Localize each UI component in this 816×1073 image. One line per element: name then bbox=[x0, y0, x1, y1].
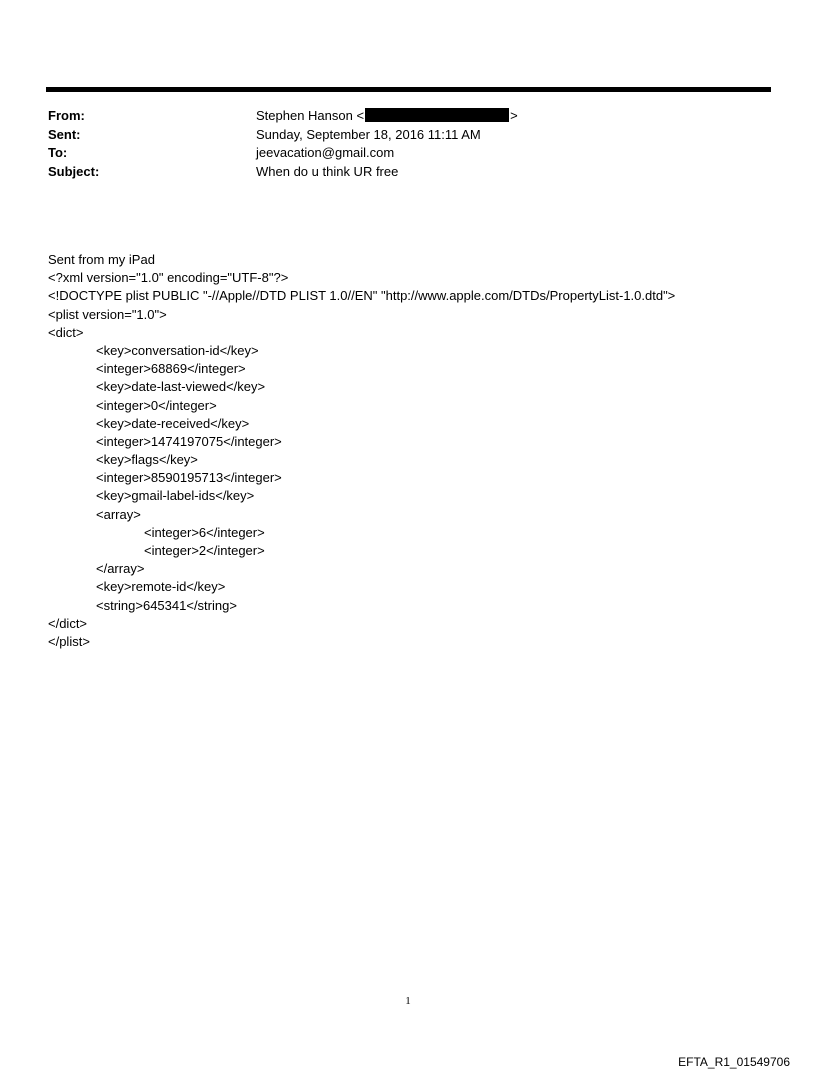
plist-line: <key>date-received</key> bbox=[96, 415, 250, 431]
sent-row bbox=[48, 126, 768, 145]
plist-line: <plist version="1.0"> bbox=[48, 306, 167, 322]
plist-line: <integer>2</integer> bbox=[144, 543, 265, 558]
plist-line: <!DOCTYPE plist PUBLIC "-//Apple//DTD PLIST 1.0//EN" "http://www.apple.com/DTDs/PropertyList-1.0.dtd"> bbox=[48, 288, 676, 304]
subject-value: When do u think UR free bbox=[256, 163, 399, 179]
plist-line: <integer>8590195713</integer> bbox=[96, 470, 282, 486]
from-row bbox=[48, 107, 768, 126]
subject-row bbox=[48, 163, 768, 182]
sent-value: Sunday, September 18, 2016 11:11 AM bbox=[256, 126, 481, 142]
plist-line: <integer>68869</integer> bbox=[96, 361, 246, 377]
to-row bbox=[48, 144, 768, 163]
sent-label: Sent: bbox=[48, 126, 81, 142]
plist-line: <integer>6</integer> bbox=[144, 524, 265, 540]
to-label: To: bbox=[48, 145, 68, 160]
plist-line: <integer>0</integer> bbox=[96, 397, 217, 413]
plist-line: </plist> bbox=[48, 633, 90, 649]
from-label: From: bbox=[48, 108, 85, 123]
sender-name: Stephen Hanson < bbox=[256, 108, 365, 123]
email-body bbox=[48, 251, 788, 651]
plist-line: <?xml version="1.0" encoding="UTF-8"?> bbox=[48, 270, 289, 286]
redaction-box bbox=[365, 108, 509, 122]
plist-line: <key>remote-id</key> bbox=[96, 579, 226, 595]
plist-line: <key>date-last-viewed</key> bbox=[96, 379, 266, 395]
header-rule bbox=[46, 87, 771, 92]
plist-line: <dict> bbox=[48, 324, 84, 340]
plist-line: </dict> bbox=[48, 615, 88, 631]
page-number: 1 bbox=[405, 995, 411, 1007]
to-value: jeevacation@gmail.com bbox=[256, 145, 395, 160]
plist-line: <key>flags</key> bbox=[96, 452, 198, 468]
plist-line: <integer>1474197075</integer> bbox=[96, 433, 282, 449]
email-header bbox=[48, 107, 768, 181]
plist-line: <key>gmail-label-ids</key> bbox=[96, 488, 255, 504]
plist-line: </array> bbox=[96, 561, 145, 577]
subject-label: Subject: bbox=[48, 163, 100, 179]
sender-close-bracket: > bbox=[510, 108, 518, 123]
document-id: EFTA_R1_01549706 bbox=[678, 1055, 790, 1069]
signature-line: Sent from my iPad bbox=[48, 252, 155, 267]
plist-line: <string>645341</string> bbox=[96, 597, 237, 613]
from-value bbox=[256, 107, 518, 126]
plist-line: <key>conversation-id</key> bbox=[96, 342, 259, 358]
plist-line: <array> bbox=[96, 506, 141, 522]
